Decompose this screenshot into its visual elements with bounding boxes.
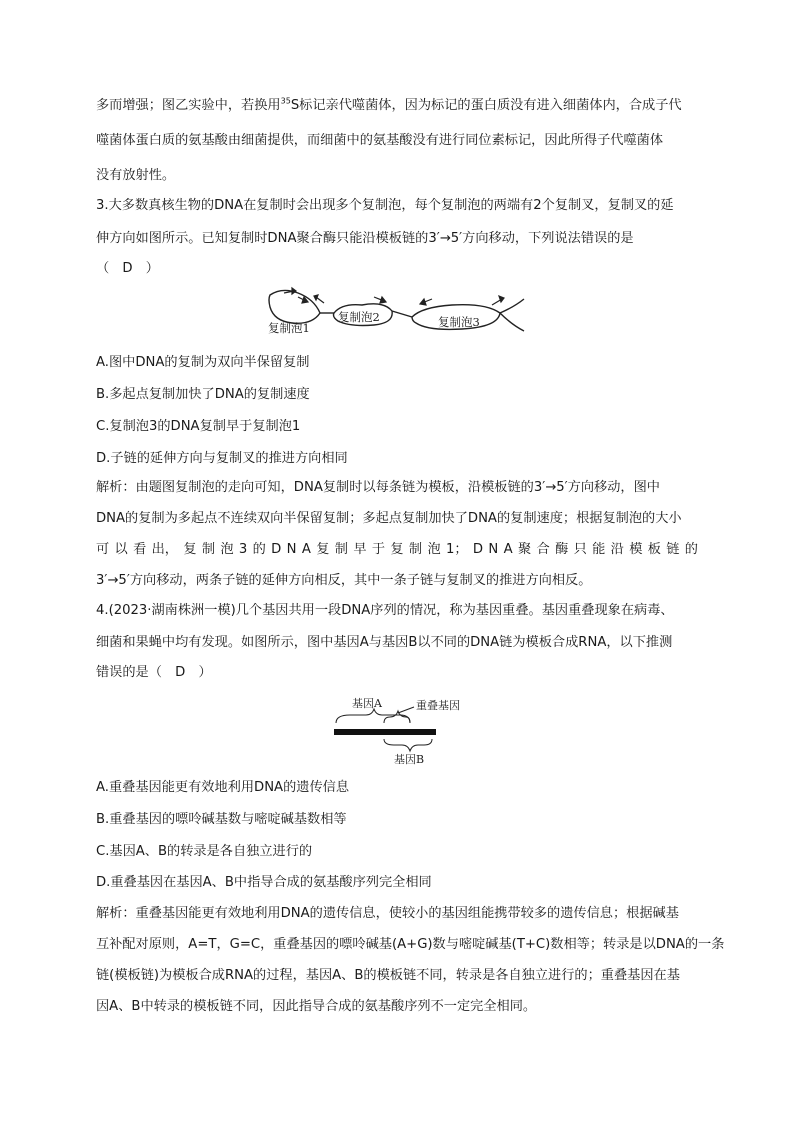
option-d: D.重叠基因在基因A、B中指导合成的氨基酸序列完全相同 xyxy=(96,875,432,890)
text-segment: 错误的是 xyxy=(96,665,149,680)
justified-char: N xyxy=(488,542,499,557)
analysis-line: 链(模板链)为模板合成RNA的过程，基因A、B的模板链不同，转录是各自独立进行的；重叠基因在基 xyxy=(96,968,680,983)
justified-char: 板 xyxy=(647,542,661,557)
gene-overlap-diagram xyxy=(330,693,470,767)
justified-char: 以 xyxy=(114,542,128,557)
justified-char: 能 xyxy=(592,542,606,557)
justified-char: 的 xyxy=(684,542,698,557)
analysis-line: 互补配对原则，A=T，G=C，重叠基因的嘌呤碱基(A+G)数与嘧啶碱基(T+C)数相等；转录是以DNA的一条 xyxy=(96,937,725,952)
justified-char: A xyxy=(503,542,513,557)
question-3-stem: 3.大多数真核生物的DNA在复制时会出现多个复制泡，每个复制泡的两端有2个复制叉，复制叉的延 xyxy=(96,198,674,213)
text-segment: S标记亲代噬菌体，因为标记的蛋白质没有进入细菌体内，合成子代 xyxy=(290,98,682,113)
justified-char: D xyxy=(271,542,282,557)
justified-char: 1； xyxy=(445,542,468,557)
analysis-line: 解析：重叠基因能更有效地利用DNA的遗传信息，使较小的基因组能携带较多的遗传信息；根据碱基 xyxy=(96,906,679,921)
justified-char: D xyxy=(472,542,484,557)
question-4-answer: （ D ） xyxy=(148,665,212,680)
overlap-brace xyxy=(384,711,410,723)
gene-a-label: 基因A xyxy=(352,697,382,710)
analysis-line: 解析：由题图复制泡的走向可知，DNA复制时以每条链为模板，沿模板链的3′→5′方向移动，图中 xyxy=(96,480,660,495)
bubble-2-label: 复制泡2 xyxy=(338,310,380,324)
justified-char: 制 xyxy=(201,542,216,557)
justified-char: 链 xyxy=(666,542,680,557)
justified-char: 模 xyxy=(629,542,643,557)
justified-char: 看 xyxy=(133,542,147,557)
justified-char: 制 xyxy=(334,542,348,557)
paragraph-line: 没有放射性。 xyxy=(96,168,176,183)
replication-bubble-diagram xyxy=(262,285,532,340)
superscript: 35 xyxy=(280,96,291,106)
justified-char: 出， xyxy=(151,542,178,557)
question-4-stem: 4.(2023·湖南株洲一模)几个基因共用一段DNA序列的情况，称为基因重叠。基因重叠现象在病毒、 xyxy=(96,603,674,618)
gene-b-label: 基因B xyxy=(394,753,425,766)
option-c: C.基因A、B的转录是各自独立进行的 xyxy=(96,844,313,859)
justified-char: 酶 xyxy=(555,542,569,557)
gene-a-brace xyxy=(336,709,410,723)
question-4-stem: 细菌和果蝇中均有发现。如图所示，图中基因A与基因B以不同的DNA链为模板合成RNA，以下推测 xyxy=(96,635,673,650)
question-3-answer: （ D ） xyxy=(96,261,159,276)
justified-char: 合 xyxy=(536,542,550,557)
paragraph-line: 噬菌体蛋白质的氨基酸由细菌提供，而细菌中的氨基酸没有进行同位素标记，因此所得子代噬菌体 xyxy=(96,133,664,148)
justified-char: A xyxy=(301,542,311,557)
justified-char: 的 xyxy=(252,542,266,557)
analysis-line: DNA的复制为多起点不连续双向半保留复制；多起点复制加快了DNA的复制速度；根据复制泡的大小 xyxy=(96,511,682,526)
dna-bar xyxy=(334,729,436,735)
analysis-line: 3′→5′方向移动，两条子链的延伸方向相反，其中一条子链与复制叉的推进方向相反。 xyxy=(96,573,592,588)
analysis-line-justified xyxy=(96,540,698,560)
justified-char: 聚 xyxy=(518,542,532,557)
text-segment: 多而增强；图乙实验中，若换用 xyxy=(96,98,281,113)
justified-char: 可 xyxy=(96,542,110,557)
bubble-3-label: 复制泡3 xyxy=(438,315,480,329)
question-3-stem: 伸方向如图所示。已知复制时DNA聚合酶只能沿模板链的3′→5′方向移动，下列说法错误的是 xyxy=(96,231,634,246)
question-4-stem xyxy=(96,663,212,683)
option-d: D.子链的延伸方向与复制叉的推进方向相同 xyxy=(96,451,348,466)
justified-char: 复 xyxy=(316,542,330,557)
overlap-gene-label: 重叠基因 xyxy=(416,699,460,712)
analysis-line: 因A、B中转录的模板链不同，因此指导合成的氨基酸序列不一定完全相同。 xyxy=(96,999,537,1014)
justified-char: 于 xyxy=(371,542,386,557)
justified-char: 只 xyxy=(573,542,587,557)
justified-char: 制 xyxy=(408,542,423,557)
bubble-1-label: 复制泡1 xyxy=(268,321,310,335)
option-b: B.重叠基因的嘌呤碱基数与嘧啶碱基数相等 xyxy=(96,812,347,827)
justified-char: 沿 xyxy=(610,542,624,557)
paragraph-line xyxy=(96,96,682,116)
justified-char: 泡 xyxy=(427,542,441,557)
justified-char: 复 xyxy=(183,542,197,557)
justified-char: 3 xyxy=(238,542,248,557)
gene-b-brace xyxy=(384,739,432,751)
option-b: B.多起点复制加快了DNA的复制速度 xyxy=(96,387,310,402)
option-a: A.重叠基因能更有效地利用DNA的遗传信息 xyxy=(96,780,350,795)
justified-char: N xyxy=(286,542,297,557)
option-c: C.复制泡3的DNA复制早于复制泡1 xyxy=(96,419,301,434)
option-a: A.图中DNA的复制为双向半保留复制 xyxy=(96,355,310,370)
bubble-1-outline xyxy=(269,290,320,323)
justified-char: 复 xyxy=(390,542,404,557)
justified-char: 早 xyxy=(353,542,367,557)
justified-char: 泡 xyxy=(220,542,234,557)
